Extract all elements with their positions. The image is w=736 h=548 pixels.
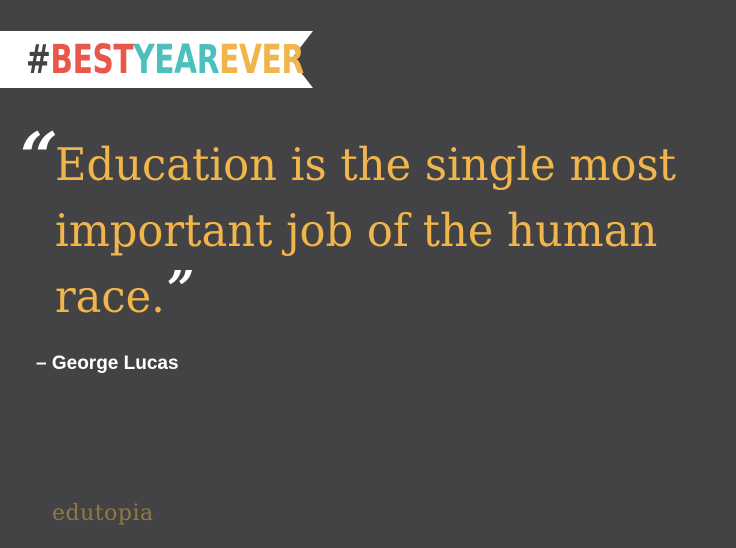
quote-attribution: – George Lucas	[36, 353, 179, 374]
hashtag-banner	[0, 31, 313, 88]
hashtag-ever: EVER	[219, 37, 304, 83]
hashtag-symbol: #	[26, 37, 51, 83]
quote-block	[55, 132, 708, 330]
open-quote-mark: “	[20, 118, 58, 196]
hashtag-text	[26, 34, 304, 86]
hashtag-best: BEST	[50, 37, 134, 83]
hashtag-year: YEAR	[133, 37, 220, 83]
quote-text: Education is the single most important job of the human race.	[55, 138, 676, 323]
edutopia-logo: edutopia	[52, 501, 154, 526]
close-quote-mark: ”	[166, 259, 195, 318]
